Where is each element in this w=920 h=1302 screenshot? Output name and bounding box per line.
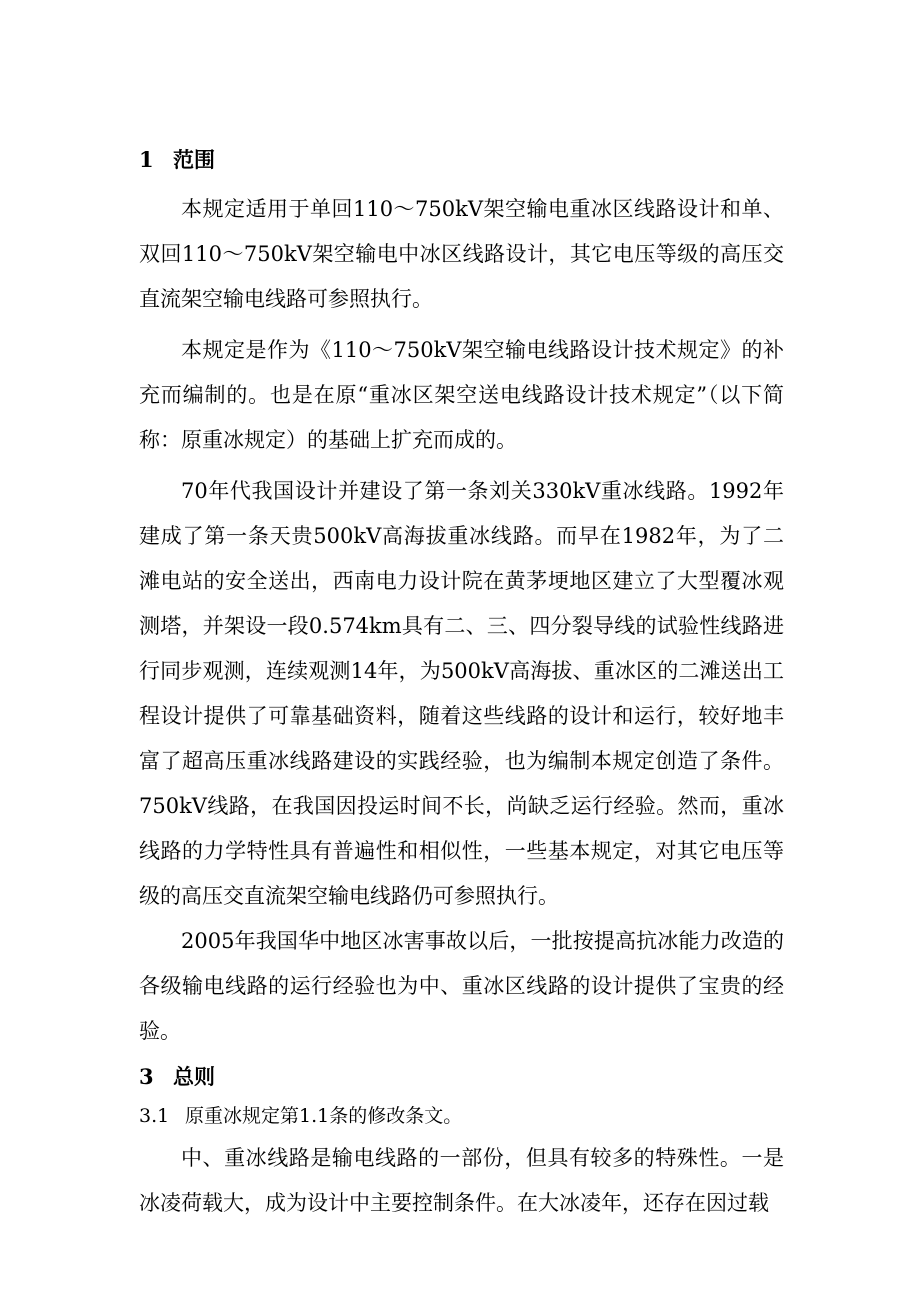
section-1-paragraph-4: 2005年我国华中地区冰害事故以后，一批按提高抗冰能力改造的各级输电线路的运行经验也为中、重冰区线路的设计提供了宝贵的经验。 <box>139 929 784 1043</box>
section-3-1-heading <box>139 1096 784 1136</box>
section-1-paragraph-2: 本规定是作为《110～750kV架空输电线路设计技术规定》的补充而编制的。也是在原“重冰区架空送电线路设计技术规定”（以下简称：原重冰规定）的基础上扩充而成的。 <box>139 338 784 452</box>
section-3-number: 3 <box>139 1064 154 1089</box>
section-3-title: 总则 <box>173 1064 215 1089</box>
section-3-paragraph-1: 中、重冰线路是输电线路的一部份，但具有较多的特殊性。一是冰凌荷载大，成为设计中主要控制条件。在大冰凌年，还存在因过载 <box>139 1146 784 1215</box>
section-3-1-title: 原重冰规定第1.1条的修改条文。 <box>185 1105 463 1127</box>
document-page <box>139 141 784 1226</box>
section-1-paragraph-3: 70年代我国设计并建设了第一条刘关330kV重冰线路。1992年建成了第一条天贵500kV高海拔重冰线路。而早在1982年，为了二滩电站的安全送出，西南电力设计院在黄茅埂地区建立了大型覆冰观测塔，并架设一段0.574km具有二、三、四分裂导线的试验性线路进行同步观测，连续观测14年，为500kV高海拔、重冰区的二滩送出工程设计提供了可靠基础资料，随着这些线路的设计和运行，较好地丰富了超高压重冰线路建设的实践经验，也为编制本规定创造了条件。750kV线路，在我国因投运时间不长，尚缺乏运行经验。然而，重冰线路的力学特性具有普遍性和相似性，一些基本规定，对其它电压等级的高压交直流架空输电线路仍可参照执行。 <box>139 479 784 908</box>
section-3-heading <box>139 1058 784 1096</box>
section-1-title: 范围 <box>173 147 215 172</box>
section-1-heading <box>139 141 784 179</box>
section-1-number: 1 <box>139 147 154 172</box>
section-3-1-number: 3.1 <box>139 1105 170 1127</box>
section-1-paragraph-1: 本规定适用于单回110～750kV架空输电重冰区线路设计和单、双回110～750kV架空输电中冰区线路设计，其它电压等级的高压交直流架空输电线路可参照执行。 <box>139 197 784 311</box>
